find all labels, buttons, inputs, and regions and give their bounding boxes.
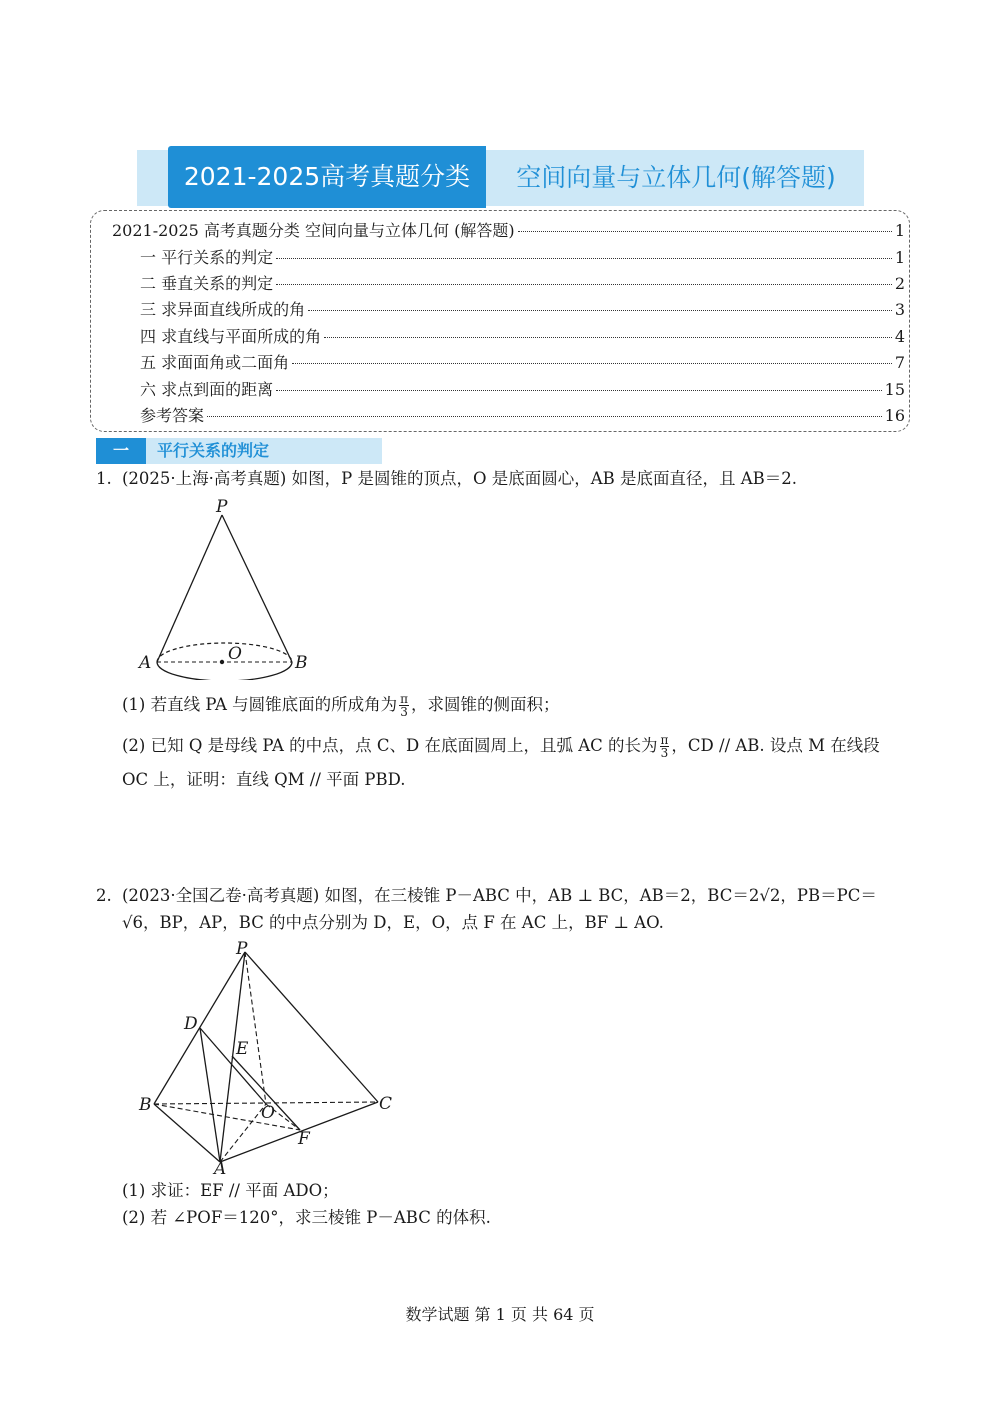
toc-entry-label: 三 求异面直线所成的角 bbox=[140, 300, 306, 319]
q2-stem-line1: (2023·全国乙卷·高考真题) 如图，在三棱锥 P－ABC 中，AB ⊥ BC，AB＝2，BC＝2√2，PB＝PC＝ bbox=[122, 886, 877, 905]
q1-part2-text-a: (2) 已知 Q 是母线 PA 的中点，点 C、D 在底面圆周上，且弧 AC 的长为 bbox=[122, 736, 658, 755]
label-a: A bbox=[139, 653, 152, 673]
q1-part2-text-b: ，CD // AB. 设点 M 在线段 bbox=[671, 736, 880, 755]
toc-entry-page: 16 bbox=[884, 406, 905, 425]
title-right: 空间向量与立体几何(解答题) bbox=[516, 163, 836, 192]
toc-leader bbox=[276, 390, 882, 391]
toc-entry-label: 六 求点到面的距离 bbox=[140, 380, 274, 399]
toc-leader bbox=[276, 284, 892, 285]
label-a: A bbox=[214, 1159, 227, 1178]
toc-entry-page: 1 bbox=[894, 248, 905, 267]
q2-stem-line2: √6，BP，AP，BC 的中点分别为 D，E，O，点 F 在 AC 上，BF ⊥ AO. bbox=[122, 913, 664, 932]
toc-entry-label: 一 平行关系的判定 bbox=[140, 248, 274, 267]
cone-base-back bbox=[157, 643, 292, 662]
q2-number: 2. bbox=[96, 886, 112, 905]
q1-part2-continued: OC 上，证明：直线 QM // 平面 PBD. bbox=[122, 770, 406, 789]
q1-part1 bbox=[122, 693, 560, 718]
label-f: F bbox=[298, 1129, 310, 1149]
label-b: B bbox=[139, 1095, 152, 1115]
q2-part2: (2) 若 ∠POF＝120°，求三棱锥 P－ABC 的体积. bbox=[122, 1208, 491, 1227]
toc-entry[interactable] bbox=[140, 350, 905, 372]
label-e: E bbox=[236, 1039, 249, 1059]
edge-ab bbox=[154, 1104, 220, 1162]
label-o: O bbox=[228, 644, 242, 664]
toc-entry-page: 4 bbox=[894, 327, 905, 346]
fraction bbox=[660, 734, 670, 759]
fraction-denominator: 3 bbox=[660, 746, 669, 760]
toc-leader bbox=[324, 337, 892, 338]
toc-entry-page: 2 bbox=[894, 274, 905, 293]
edge-pc bbox=[245, 952, 378, 1102]
fraction-numerator: π bbox=[400, 692, 409, 706]
toc-entry-label: 参考答案 bbox=[140, 406, 205, 425]
cone-edge-pb bbox=[222, 515, 292, 662]
section-number: 一 bbox=[96, 438, 146, 464]
cone-center-point bbox=[220, 660, 224, 664]
toc-entry[interactable] bbox=[140, 377, 905, 399]
q1-part1-text-a: (1) 若直线 PA 与圆锥底面的所成角为 bbox=[122, 695, 398, 714]
toc-leader bbox=[276, 258, 892, 259]
title-left: 2021-2025高考真题分类 bbox=[183, 162, 471, 191]
label-c: C bbox=[379, 1094, 393, 1114]
cone-base-front bbox=[157, 662, 292, 680]
label-o: O bbox=[261, 1103, 275, 1123]
toc-entry-page: 3 bbox=[894, 300, 905, 319]
toc-entry[interactable] bbox=[140, 403, 905, 425]
toc-entry-page: 7 bbox=[894, 353, 905, 372]
fraction bbox=[399, 693, 409, 718]
toc-entry-label: 2021-2025 高考真题分类 空间向量与立体几何 (解答题) bbox=[112, 221, 515, 240]
toc-leader bbox=[518, 231, 892, 232]
q1-number: 1. bbox=[96, 469, 112, 488]
toc-entry-page: 1 bbox=[894, 221, 905, 240]
label-p: P bbox=[216, 497, 228, 517]
toc-entry-label: 四 求直线与平面所成的角 bbox=[140, 327, 322, 346]
pyramid-figure bbox=[130, 938, 400, 1178]
cone-figure bbox=[130, 490, 330, 680]
toc-leader bbox=[292, 363, 892, 364]
toc-leader bbox=[308, 310, 892, 311]
label-b: B bbox=[295, 653, 308, 673]
label-d: D bbox=[184, 1014, 198, 1034]
toc-entry-label: 五 求面面角或二面角 bbox=[140, 353, 290, 372]
section-title: 平行关系的判定 bbox=[157, 441, 270, 460]
toc-entry[interactable] bbox=[140, 245, 905, 267]
page-footer: 数学试题 第 1 页 共 64 页 bbox=[405, 1305, 595, 1324]
toc-entry-page: 15 bbox=[884, 380, 905, 399]
q1-part1-text-b: ，求圆锥的侧面积； bbox=[411, 695, 560, 714]
q1-stem: (2025·上海·高考真题) 如图，P 是圆锥的顶点，O 是底面圆心，AB 是底面直径，且 AB＝2. bbox=[122, 469, 798, 488]
toc-leader bbox=[207, 416, 882, 417]
toc-entry[interactable] bbox=[140, 297, 905, 319]
toc-entry[interactable] bbox=[140, 271, 905, 293]
cone-edge-pa bbox=[157, 515, 222, 662]
q1-part2 bbox=[122, 734, 880, 759]
q2-part1: (1) 求证：EF // 平面 ADO； bbox=[122, 1181, 339, 1200]
toc-entry-label: 二 垂直关系的判定 bbox=[140, 274, 274, 293]
edge-pb bbox=[154, 952, 245, 1104]
fraction-numerator: π bbox=[660, 733, 669, 747]
toc-entry[interactable] bbox=[112, 218, 905, 240]
fraction-denominator: 3 bbox=[400, 705, 408, 719]
toc-entry[interactable] bbox=[140, 324, 905, 346]
label-p: P bbox=[236, 939, 248, 959]
